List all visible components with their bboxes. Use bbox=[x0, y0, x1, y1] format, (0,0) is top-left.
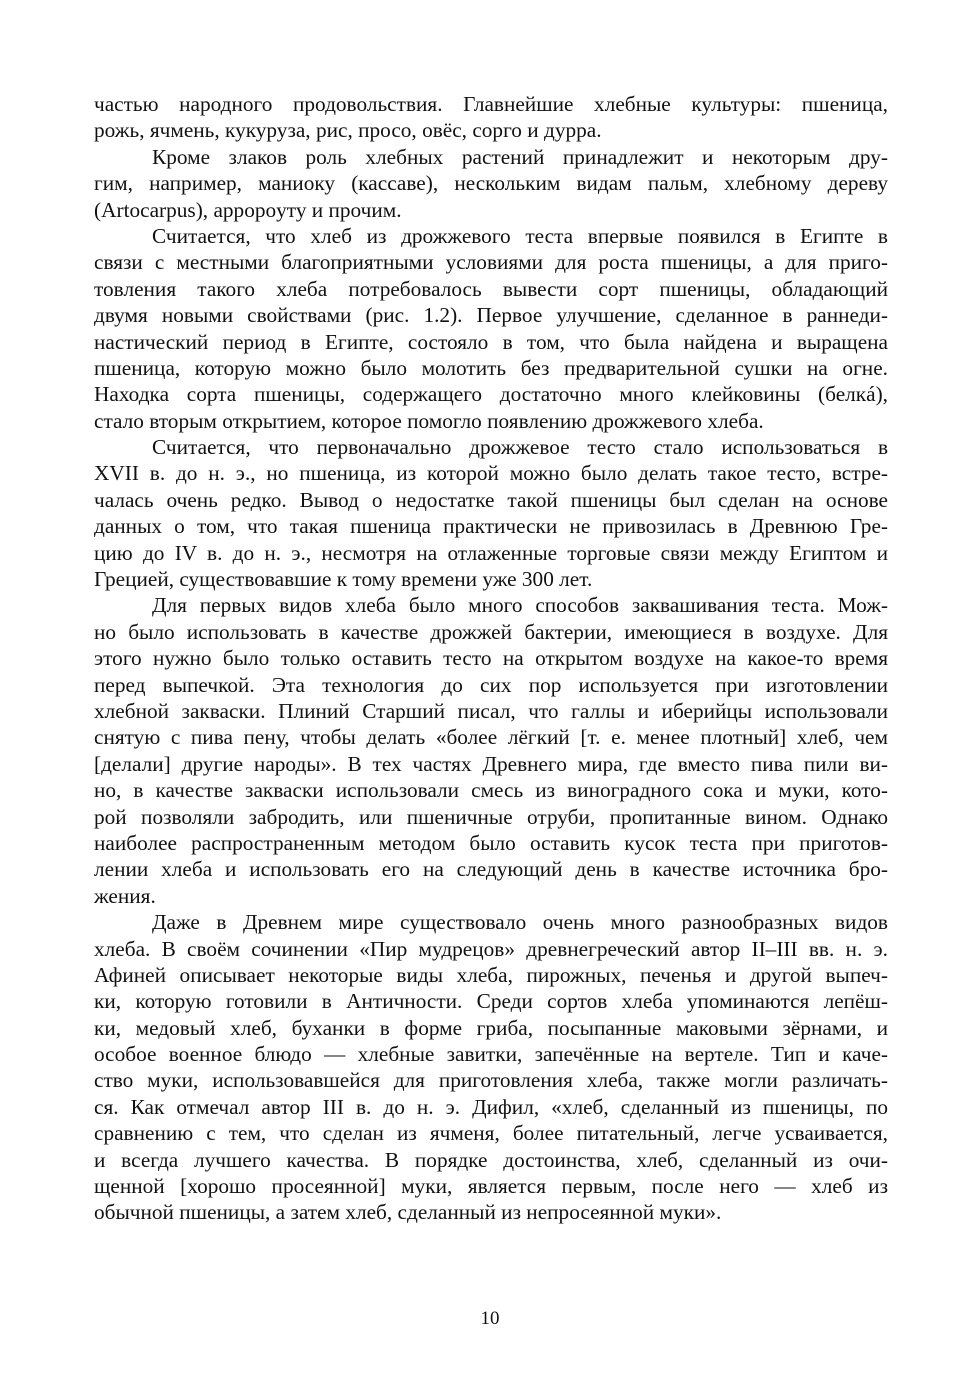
text-line: перед выпечкой. Эта технология до сих пор используется при изготовлении bbox=[94, 672, 888, 697]
text-line: Считается, что хлеб из дрожжевого теста впервые появился в Египте в bbox=[152, 223, 888, 248]
text-line: Кроме злаков роль хлебных растений принадлежит и некоторым дру- bbox=[152, 144, 888, 169]
text-line: [делали] другие народы». В тех частях Древнего мира, где вместо пива пили ви- bbox=[94, 751, 888, 776]
text-line: ки, медовый хлеб, буханки в форме гриба, посыпанные маковыми зёрнами, и bbox=[94, 1015, 888, 1040]
text-line: Считается, что первоначально дрожжевое тесто стало использоваться в bbox=[152, 435, 888, 460]
paragraph bbox=[94, 144, 888, 223]
text-line: XVII в. до н. э., но пшеница, из которой можно было делать такое тесто, встре- bbox=[94, 461, 888, 486]
paragraph bbox=[94, 434, 888, 592]
paragraph bbox=[94, 909, 888, 1226]
text-line: Находка сорта пшеницы, содержащего достаточно много клейковины (белкá), bbox=[94, 382, 888, 407]
text-line: особое военное блюдо — хлебные завитки, запечённые на вертеле. Тип и каче- bbox=[94, 1042, 888, 1067]
text-line: хлебной закваски. Плиний Старший писал, что галлы и иберийцы использовали bbox=[94, 698, 888, 723]
text-line: но было использовать в качестве дрожжей бактерии, имеющиеся в воздухе. Для bbox=[94, 619, 888, 644]
paragraph bbox=[94, 223, 888, 434]
text-line: рожь, ячмень, кукуруза, рис, просо, овёс, сорго и дурра. bbox=[94, 118, 602, 143]
page-body bbox=[94, 91, 888, 1226]
text-line: двумя новыми свойствами (рис. 1.2). Первое улучшение, сделанное в раннеди- bbox=[94, 303, 888, 328]
page-number: 10 bbox=[480, 1308, 500, 1329]
text-line: Даже в Древнем мире существовало очень много разнообразных видов bbox=[152, 910, 888, 935]
text-line: Афиней описывает некоторые виды хлеба, пирожных, печенья и другой выпеч- bbox=[94, 962, 888, 987]
text-line: настический период в Египте, состояло в том, что была найдена и выращена bbox=[94, 329, 888, 354]
text-line: обычной пшеницы, а затем хлеб, сделанный из непросеянной муки». bbox=[94, 1200, 722, 1225]
text-line: Грецией, существовавшие к тому времени уже 300 лет. bbox=[94, 567, 593, 592]
text-line: этого нужно было только оставить тесто на открытом воздухе на какое-то время bbox=[94, 646, 888, 671]
text-line: частью народного продовольствия. Главнейшие хлебные культуры: пшеница, bbox=[94, 92, 888, 116]
text-line: стало вторым открытием, которое помогло появлению дрожжевого хлеба. bbox=[94, 408, 764, 433]
text-line: ки, которую готовили в Античности. Среди сортов хлеба упоминаются лепёш- bbox=[94, 989, 888, 1014]
text-line: (Artocarpus), аррорoуту и прочим. bbox=[94, 197, 402, 222]
text-line: чалась очень редко. Вывод о недостатке такой пшеницы был сделан на основе bbox=[94, 487, 888, 512]
paragraph bbox=[94, 592, 888, 909]
text-line: гим, например, маниоку (кассаве), нескольким видам пальм, хлебному дереву bbox=[94, 171, 888, 196]
text-line: хлеба. В своём сочинении «Пир мудрецов» древнегреческий автор II–III вв. н. э. bbox=[94, 936, 888, 961]
text-line: сравнению с тем, что сделан из ячменя, более питательный, легче усваивается, bbox=[94, 1121, 888, 1146]
text-line: Для первых видов хлеба было много способов заквашивания теста. Мож- bbox=[152, 593, 888, 618]
text-line: ся. Как отмечал автор III в. до н. э. Дифил, «хлеб, сделанный из пшеницы, по bbox=[94, 1094, 888, 1119]
text-line: лении хлеба и использовать его на следующий день в качестве источника бро- bbox=[94, 857, 888, 882]
text-line: данных о том, что такая пшеница практически не привозилась в Древнюю Гре- bbox=[94, 514, 888, 539]
text-line: наиболее распространенным методом было оставить кусок теста при приготов- bbox=[94, 830, 888, 855]
text-line: связи с местными благоприятными условиями для роста пшеницы, а для приго- bbox=[94, 250, 888, 275]
text-line: цию до IV в. до н. э., несмотря на отлаженные торговые связи между Египтом и bbox=[94, 540, 888, 565]
text-line: ство муки, использовавшейся для приготовления хлеба, также могли различать- bbox=[94, 1068, 888, 1093]
text-line: пшеница, которую можно было молотить без предварительной сушки на огне. bbox=[94, 355, 888, 380]
text-line: жения. bbox=[94, 883, 156, 908]
text-line: снятую с пива пену, чтобы делать «более лёгкий [т. е. менее плотный] хлеб, чем bbox=[94, 725, 888, 750]
paragraph bbox=[94, 91, 888, 144]
text-line: товления такого хлеба потребовалось вывести сорт пшеницы, обладающий bbox=[94, 276, 888, 301]
text-line: рой позволяли забродить, или пшеничные отруби, пропитанные вином. Однако bbox=[94, 804, 888, 829]
text-line: но, в качестве закваски использовали смесь из виноградного сока и муки, кото- bbox=[94, 778, 888, 803]
text-line: и всегда лучшего качества. В порядке достоинства, хлеб, сделанный из очи- bbox=[94, 1147, 888, 1172]
text-line: щенной [хорошо просеянной] муки, является первым, после него — хлеб из bbox=[94, 1174, 888, 1199]
